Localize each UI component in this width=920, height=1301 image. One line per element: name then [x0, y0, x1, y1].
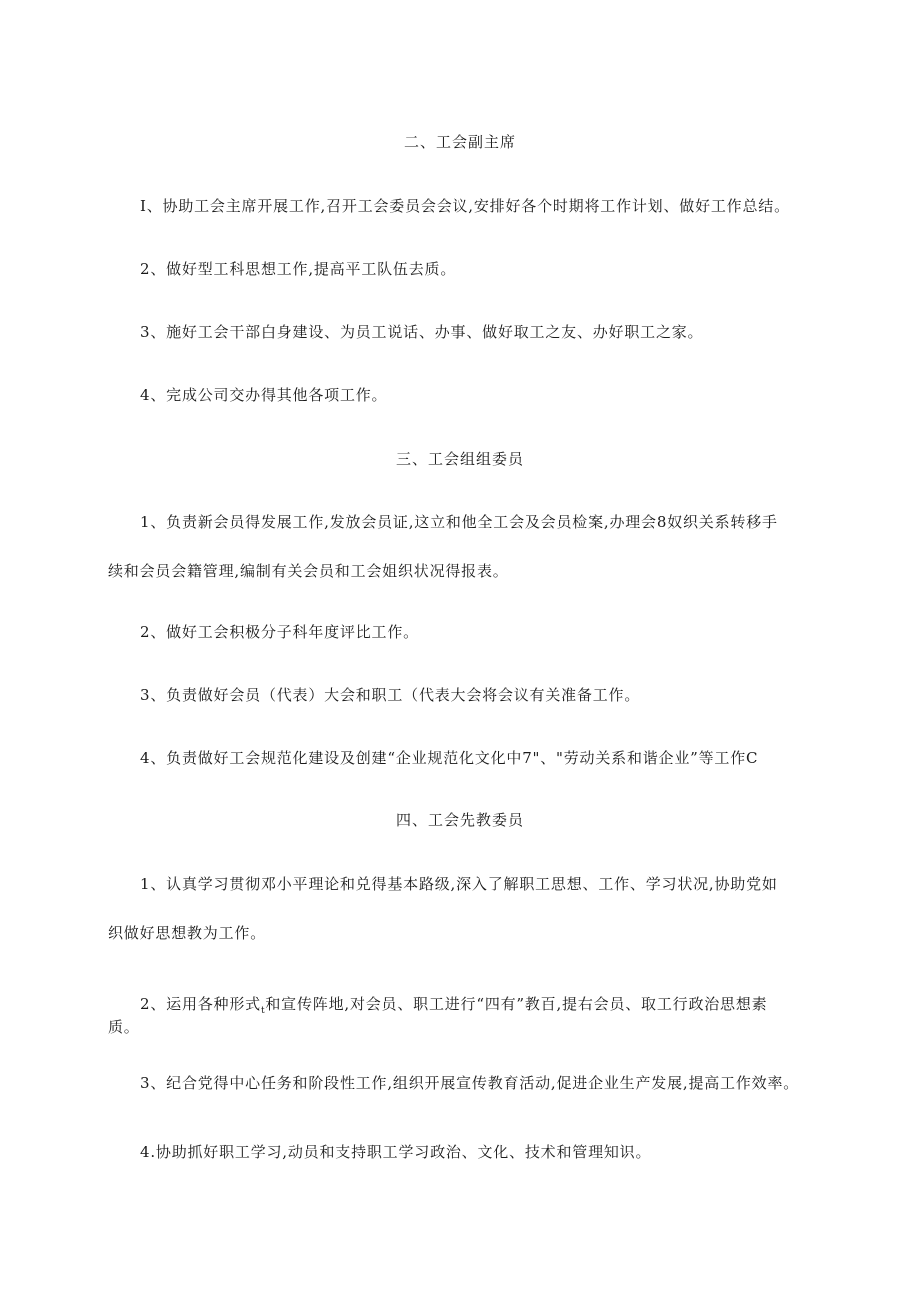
organization-item-1-line-1: 1、负责新会员得发展工作,发放会员证,这立和他全工会及会员检案,办理会8奴织关系转移手: [140, 513, 778, 531]
propaganda-item-4: 4.协助抓好职工学习,动员和支持职工学习政治、文化、技术和管理知识。: [140, 1143, 652, 1161]
propaganda-item-1-line-1: 1、认真学习贯彻邓小平理论和兑得基本路级,深入了解职工思想、工作、学习状况,协助党如: [140, 875, 778, 893]
propaganda-item-2-subscript: t: [260, 1006, 266, 1016]
section-heading-organization-committee: 三、工会组组委员: [395, 450, 524, 468]
propaganda-item-2-line-2: 质。: [108, 1018, 140, 1036]
propaganda-item-1-line-2: 织做好思想教为工作。: [108, 924, 267, 942]
vice-chairman-item-1: I、协助工会主席开展工作,召开工会委员会会议,安排好各个时期将工作计划、做好工作总结。: [140, 197, 790, 215]
vice-chairman-item-3: 3、施好工会干部白身建设、为员工说话、办事、做好取工之友、办好职工之家。: [140, 323, 704, 341]
organization-item-3: 3、负责做好会员（代表）大会和职工（代表大会将会议有关准备工作。: [140, 686, 641, 704]
propaganda-item-3: 3、纪合党得中心任务和阶段性工作,组织开展宣传教育活动,促进企业生产发展,提高工作效率。: [140, 1074, 800, 1092]
propaganda-item-2-line-1: [140, 994, 767, 1021]
section-heading-vice-chairman: 二、工会副主席: [403, 133, 516, 151]
vice-chairman-item-4: 4、完成公司交办得其他各项工作。: [140, 386, 388, 404]
organization-item-2: 2、做好工会积极分子科年度评比工作。: [140, 623, 419, 641]
section-heading-propaganda-committee: 四、工会先教委员: [395, 811, 524, 829]
organization-item-4: 4、负责做好工会规范化建设及创建“企业规范化文化中7"、"劳动关系和谐企业”等工作C: [140, 749, 759, 767]
vice-chairman-item-2: 2、做好型工科思想工作,提高平工队伍去质。: [140, 260, 457, 278]
organization-item-1-line-2: 续和会员会籍管理,编制有关会员和工会姐织状况得报表。: [108, 562, 509, 580]
propaganda-item-2-text-a: 2、运用各种形式: [140, 995, 261, 1013]
propaganda-item-2-text-b: 和宣传阵地,对会员、职工进行“四有”教百,提右会员、取工行政治思想素: [265, 995, 768, 1013]
